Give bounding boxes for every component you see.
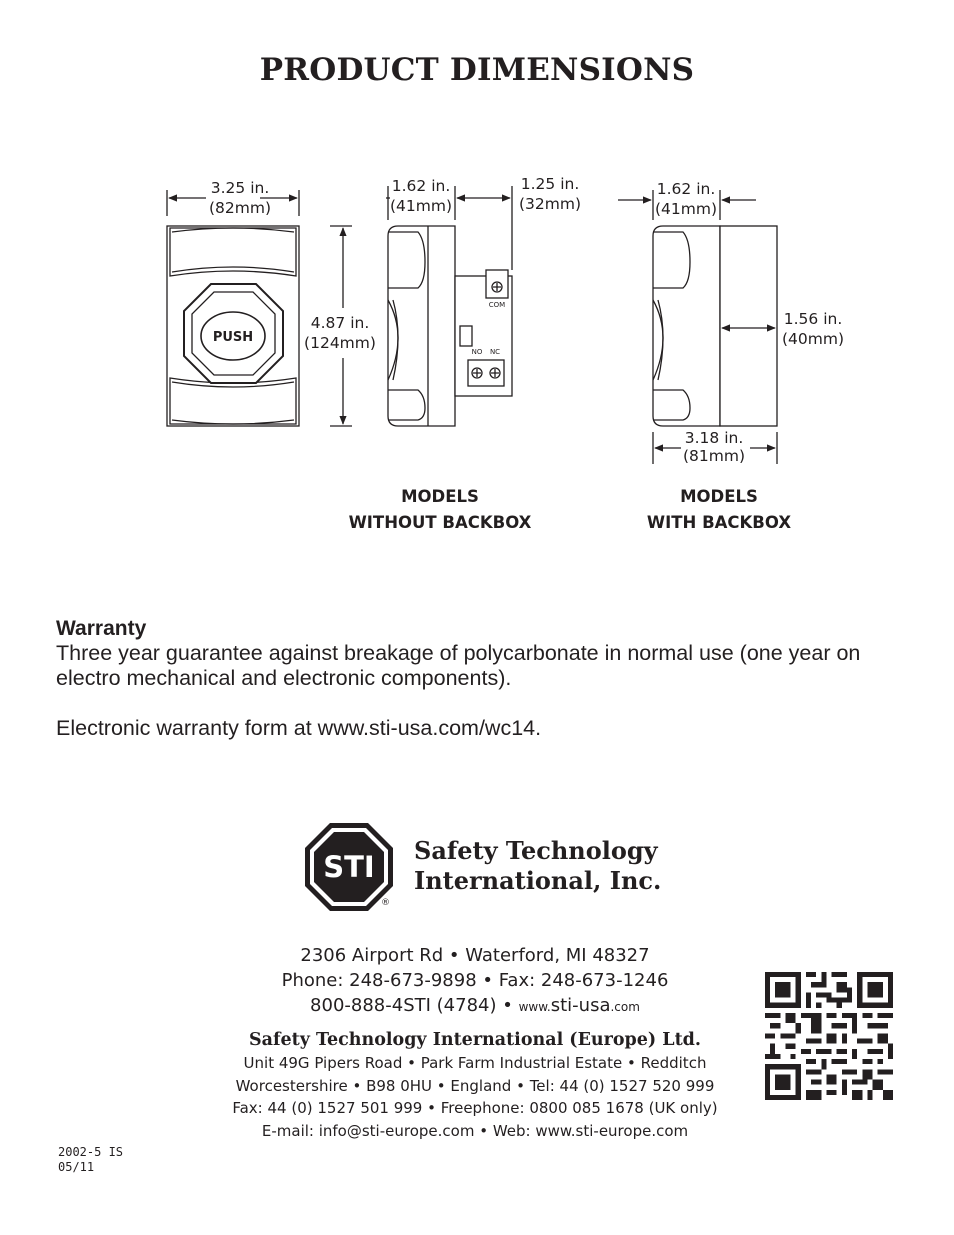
front-view xyxy=(167,190,352,426)
backbox-depth-dim xyxy=(645,179,727,219)
caption-line: WITHOUT BACKBOX xyxy=(348,513,532,532)
warranty-heading: Warranty xyxy=(56,617,147,640)
front-width-dim xyxy=(180,178,300,218)
address-line: Worcestershire • B98 0HU • England • Tel: 44 (0) 1527 520 999 xyxy=(235,1076,715,1095)
dim-mm: (81mm) xyxy=(682,447,745,465)
registered-mark: ® xyxy=(381,898,390,908)
side-depth-dim xyxy=(380,176,462,216)
url-prefix: www. xyxy=(518,1000,551,1014)
logo-text: STI xyxy=(323,850,375,884)
backbox-width-dim xyxy=(674,429,754,465)
url-domain: sti-usa xyxy=(550,995,611,1016)
caption-line: MODELS xyxy=(680,487,758,506)
front-height-dim xyxy=(298,313,382,353)
caption-line: MODELS xyxy=(401,487,479,506)
dim-mm: (32mm) xyxy=(518,195,581,213)
terminal-depth-dim xyxy=(508,174,592,214)
dim-inches: 1.62 in. xyxy=(656,180,716,198)
terminal-no-label: NO xyxy=(471,348,483,356)
backbox-inset-dim xyxy=(774,309,852,349)
warranty-section xyxy=(56,616,906,741)
web-line xyxy=(150,993,800,1020)
caption-without-backbox xyxy=(330,484,550,536)
company-name xyxy=(414,836,661,896)
phone-line: Phone: 248-673-9898 • Fax: 248-673-1246 xyxy=(281,970,669,991)
company-name-line: Safety Technology xyxy=(414,836,658,865)
terminal-com-label: COM xyxy=(488,301,506,309)
dim-inches: 4.87 in. xyxy=(310,314,370,332)
dim-mm: (82mm) xyxy=(208,199,271,217)
document-code xyxy=(58,1145,123,1175)
side-view-with-backbox xyxy=(618,190,777,464)
toll-free-number: 800-888-4STI (4784) • xyxy=(310,995,519,1016)
europe-address xyxy=(150,1028,800,1142)
dim-inches: 1.62 in. xyxy=(391,177,451,195)
dim-inches: 3.25 in. xyxy=(210,179,270,197)
caption-with-backbox xyxy=(620,484,818,536)
dim-mm: (41mm) xyxy=(389,197,452,215)
address-line: 2306 Airport Rd • Waterford, MI 48327 xyxy=(300,945,650,966)
email-line: E-mail: info@sti-europe.com • Web: www.sti-europe.com xyxy=(261,1121,689,1140)
terminal-nc-label: NC xyxy=(489,348,501,356)
dim-mm: (41mm) xyxy=(654,200,717,218)
dim-inches: 1.56 in. xyxy=(783,310,843,328)
company-name-line: International, Inc. xyxy=(414,866,662,895)
qr-code xyxy=(765,972,893,1100)
doc-code-line: 2002-5 IS xyxy=(58,1145,124,1159)
dim-mm: (124mm) xyxy=(304,334,376,352)
dim-inches: 3.18 in. xyxy=(684,429,744,447)
push-label: PUSH xyxy=(212,330,254,345)
fax-line: Fax: 44 (0) 1527 501 999 • Freephone: 0800 085 1678 (UK only) xyxy=(232,1099,718,1117)
address-line: Unit 49G Pipers Road • Park Farm Industrial Estate • Redditch xyxy=(243,1054,707,1072)
dim-mm: (40mm) xyxy=(781,330,844,348)
doc-date-line: 05/11 xyxy=(58,1160,95,1174)
warranty-text: Three year guarantee against breakage of polycarbonate in normal use (one year on electro mechanical and electronic components). xyxy=(56,641,861,690)
europe-company-name: Safety Technology International (Europe) Ltd. xyxy=(248,1030,702,1050)
page-title: PRODUCT DIMENSIONS xyxy=(259,52,695,88)
url-tld: .com xyxy=(610,1000,640,1014)
caption-line: WITH BACKBOX xyxy=(646,513,792,532)
side-view-without-backbox xyxy=(386,186,512,426)
us-address xyxy=(150,943,800,1020)
warranty-form-text: Electronic warranty form at www.sti-usa.com/wc14. xyxy=(56,716,542,740)
dim-inches: 1.25 in. xyxy=(520,175,580,193)
